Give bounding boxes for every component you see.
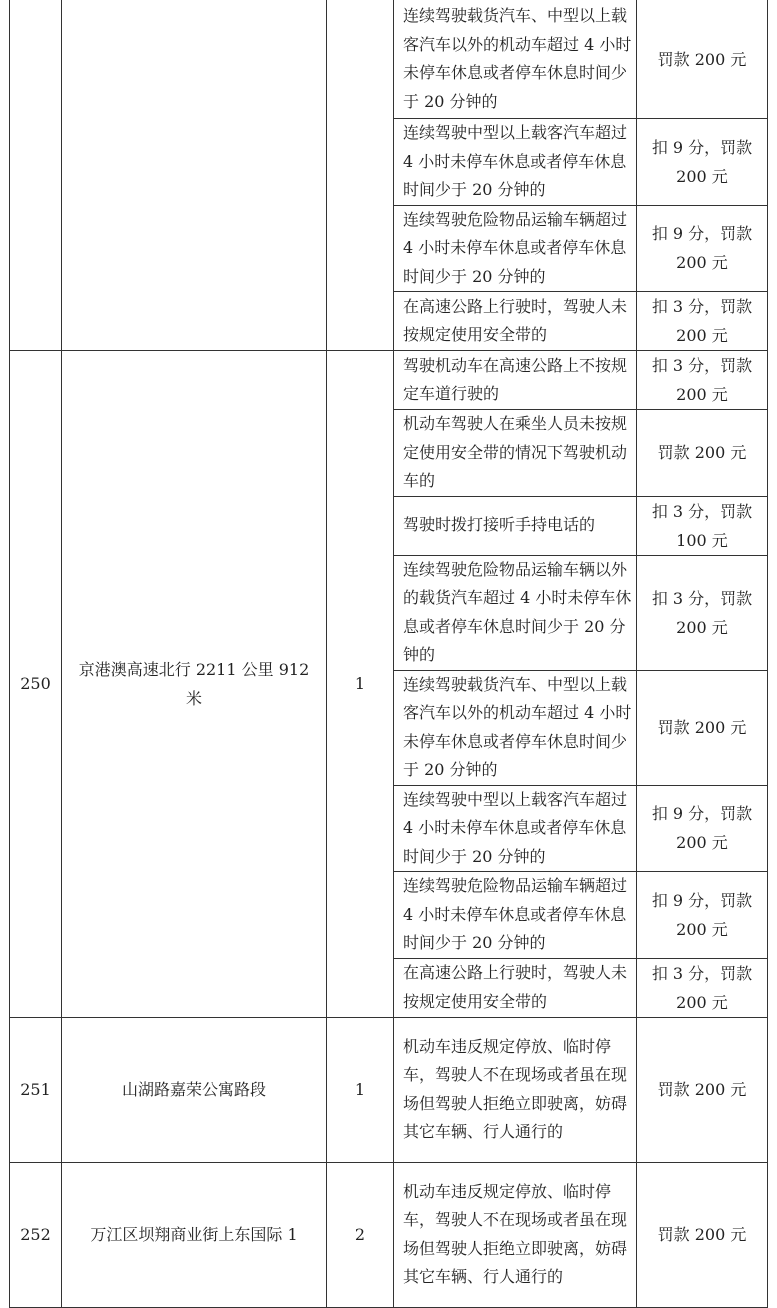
row-location: 万江区坝翔商业街上东国际 1 [62, 1162, 327, 1307]
row-id: 251 [10, 1017, 62, 1162]
penalty-text: 扣 9 分，罚款 200 元 [637, 205, 768, 292]
penalty-text: 扣 9 分，罚款 200 元 [637, 119, 768, 206]
violation-text: 机动车违反规定停放、临时停车，驾驶人不在现场或者虽在现场但驾驶人拒绝立即驶离，妨碍其它车辆、行人通行的 [394, 1017, 637, 1162]
violation-text: 连续驾驶中型以上载客汽车超过 4 小时未停车休息或者停车休息时间少于 20 分钟的 [394, 119, 637, 206]
violation-text: 连续驾驶中型以上载客汽车超过 4 小时未停车休息或者停车休息时间少于 20 分钟的 [394, 785, 637, 872]
row-count: 1 [327, 351, 394, 1018]
penalty-text: 罚款 200 元 [637, 1162, 768, 1307]
penalty-text: 罚款 200 元 [637, 0, 768, 119]
penalty-text: 扣 9 分，罚款 200 元 [637, 872, 768, 959]
violation-text: 在高速公路上行驶时，驾驶人未按规定使用安全带的 [394, 292, 637, 351]
penalty-text: 扣 9 分，罚款 200 元 [637, 785, 768, 872]
violation-text: 机动车驾驶人在乘坐人员未按规定使用安全带的情况下驾驶机动车的 [394, 410, 637, 497]
row-id: 252 [10, 1162, 62, 1307]
violation-text: 驾驶机动车在高速公路上不按规定车道行驶的 [394, 351, 637, 410]
penalty-text: 罚款 200 元 [637, 670, 768, 785]
row-location: 山湖路嘉荣公寓路段 [62, 1017, 327, 1162]
row-count: 1 [327, 1017, 394, 1162]
violation-text: 连续驾驶危险物品运输车辆超过 4 小时未停车休息或者停车休息时间少于 20 分钟的 [394, 872, 637, 959]
violation-text: 连续驾驶危险物品运输车辆超过 4 小时未停车休息或者停车休息时间少于 20 分钟的 [394, 205, 637, 292]
violation-text: 驾驶时拨打接听手持电话的 [394, 496, 637, 555]
row-location: 京港澳高速北行 2211 公里 912 米 [62, 351, 327, 1018]
violation-text: 机动车违反规定停放、临时停车，驾驶人不在现场或者虽在现场但驾驶人拒绝立即驶离，妨碍其它车辆、行人通行的 [394, 1162, 637, 1307]
violation-text: 连续驾驶危险物品运输车辆以外的载货汽车超过 4 小时未停车休息或者停车休息时间少于 20 分钟的 [394, 555, 637, 670]
penalty-text: 扣 3 分，罚款 200 元 [637, 555, 768, 670]
row-id: 250 [10, 351, 62, 1018]
penalty-text: 扣 3 分，罚款 200 元 [637, 958, 768, 1017]
row-count: 2 [327, 1162, 394, 1307]
row-count [327, 0, 394, 351]
violation-text: 连续驾驶载货汽车、中型以上载客汽车以外的机动车超过 4 小时未停车休息或者停车休息时间少于 20 分钟的 [394, 0, 637, 119]
penalty-text: 罚款 200 元 [637, 1017, 768, 1162]
row-location [62, 0, 327, 351]
violation-text: 连续驾驶载货汽车、中型以上载客汽车以外的机动车超过 4 小时未停车休息或者停车休息时间少于 20 分钟的 [394, 670, 637, 785]
penalty-text: 扣 3 分，罚款 200 元 [637, 292, 768, 351]
penalty-text: 罚款 200 元 [637, 410, 768, 497]
violation-table [9, 0, 768, 1308]
penalty-text: 扣 3 分，罚款 100 元 [637, 496, 768, 555]
penalty-text: 扣 3 分，罚款 200 元 [637, 351, 768, 410]
violation-text: 在高速公路上行驶时，驾驶人未按规定使用安全带的 [394, 958, 637, 1017]
row-id [10, 0, 62, 351]
